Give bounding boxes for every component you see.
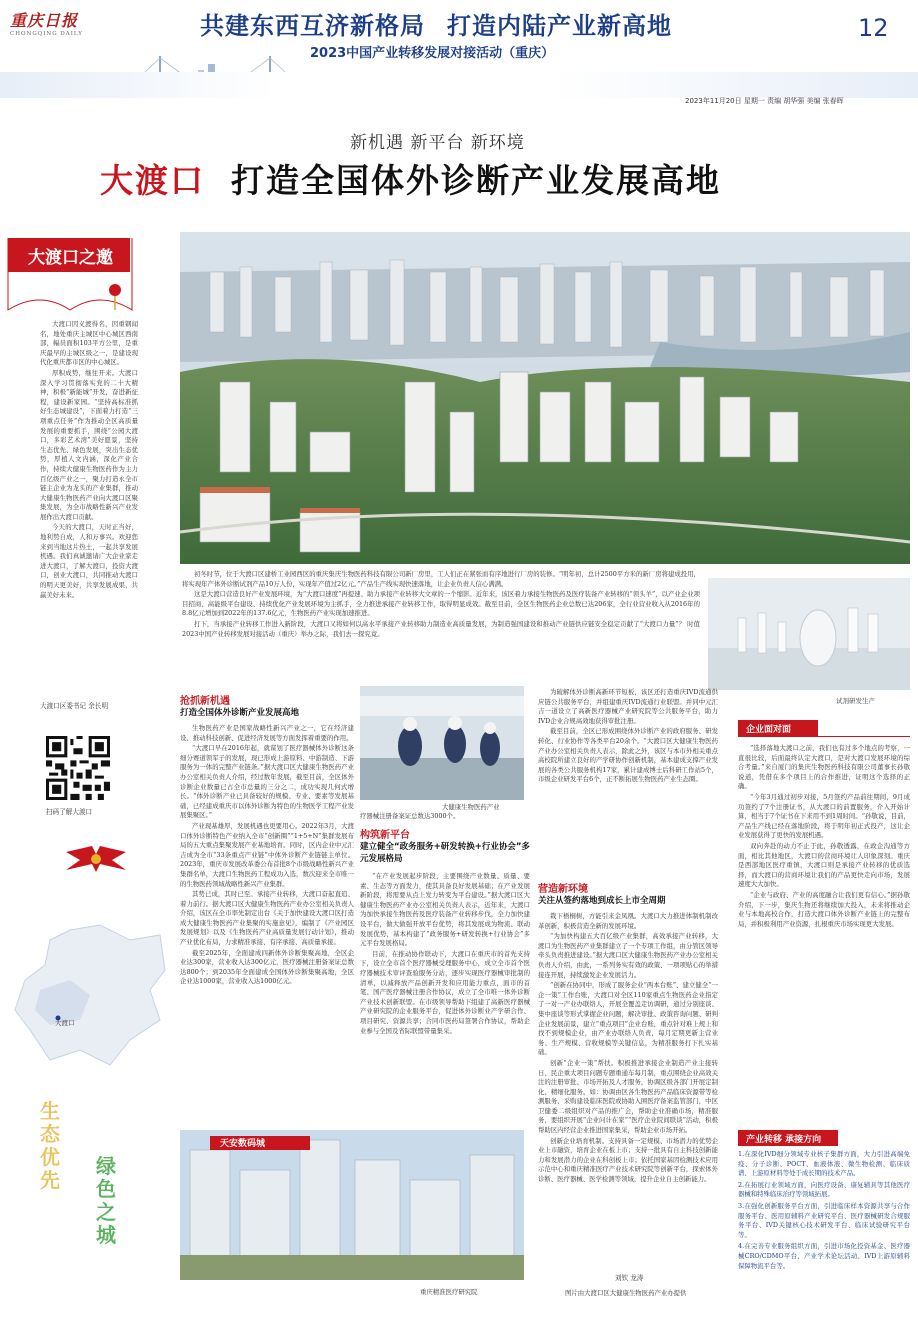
header-band bbox=[0, 72, 918, 98]
section3-paragraph: 栽下梧桐树，方能引来金凤凰。大渡口大力推进体制机制改革创新，积极营造全新的发展环境。 bbox=[538, 912, 718, 930]
page-headline bbox=[200, 6, 760, 41]
qr-caption: 扫码了解大渡口 bbox=[46, 808, 93, 816]
section1-paragraph: 其势已成，其时已至。承接产业转移，大渡口奋起直追、着力前行。据大渡口区大健康生物医药产业办公室相关负责人介绍，该区在全市率先制定出台《关于加快建设大渡口区打造成大健康生物医药产业集聚的实施意见》，编制了《产业园区发展规划》以及《生物医药产业高质量发展行动计划》，推动产业优化布局，力求精准承接、有序承接、高质量承接。 bbox=[180, 890, 354, 947]
column3-paragraph: 为破解体外诊断高新环节短板，该区还打造重庆IVD流通供应链公共服务平台，并组建重庆IVD流通行业联盟。并同中元汇吉一道设立了高新医疗器械产业研究院等公共服务平台，助力IVD企业合规高效地获得审批注册。 bbox=[538, 688, 718, 725]
interview-paragraph: “选择落地大渡口之前，我们也有过多个地点的考察，一直很比较，后面最终认定大渡口，是对大渡口发展环境的综合考量。”来自厦门的集庆生物医药科技有限公司董事长孙敬说道，凭借在多个项目上的合作推进，证明这个选择的正确。 bbox=[738, 744, 910, 791]
slogan-ecology: 生态优先 bbox=[40, 1099, 60, 1192]
headline-part2: 打造内陆产业新高地 bbox=[447, 12, 672, 40]
section1-paragraph: “大渡口早在2016年起，就谋划了医疗器械体外诊断这条细分赛道领军子的发展，现已形成上游原料、中游制造、下游服务为一体的完整产业链条。”据大渡口区大健康生物医药产业办公室相关负责人介绍，经过数年发展，截至目前，全区体外诊断企业数量已占全市总量的三分之二，成功实现几何式增长。“体外诊断产业已具备较好的规模、专业、要素等发展基础，已经建成重庆市以体外诊断为特色的生物医学工程产业发展集聚区。” bbox=[180, 744, 354, 820]
transfer-item: 2.在拓展行业领域方面，向医疗设备、康复辅具等其他医疗器械和特殊临床治疗等领域拓展。 bbox=[738, 1180, 910, 1199]
transfer-item: 3.在强化创新服务平台方面，引进临床样本资源共享与合作服务平台、医用原辅料产业研究平台、医疗器械研发合规服务平台、IVD关键核心技术研发平台、临床试验研究平台等。 bbox=[738, 1201, 910, 1239]
column3-top bbox=[538, 688, 718, 786]
page-number: 12 bbox=[858, 14, 889, 42]
section2-heading: 构筑新平台 bbox=[360, 830, 410, 841]
page-subhead: 2023中国产业转移发展对接活动（重庆） bbox=[310, 46, 555, 61]
masthead-logo bbox=[10, 8, 130, 44]
left-paragraph: 厚积成势，继往开来。大渡口深入学习贯彻落实党的二十大精神，积极“新能城”开发，奋进新征程，建设新家园。“坚持高标准抓好生态城建设”，下面着力打造“三项重点任务”作为推动全区高质量发展的重要抓手，围绕“公园大渡口，多彩艺术湾”美好愿景，坚持生态优先、绿色发展，突出生态优势，厚植人文内涵，深化产业合作，持续大健康生物医药作为主力百亿级产业之一，聚力打造永全市链主企业为龙头的产业集群，推动大健康生物医药产业向大渡口区聚集发展，为全市战略性新兴产业发展作出大渡口贡献。 bbox=[40, 368, 138, 521]
workers-photo-caption: 大健康生物医药产业 bbox=[442, 803, 500, 811]
intro-paragraph: 初冬时节，位于大渡口区建桥工业园西区的重庆集庆生物医药科技有限公司新厂房里，工人们正在紧张而有序地进行厂房的装修。“明年初，总计2500平方米的新厂房将建成投用，将实现年产体外诊断试剂产品10万人份，实现年产值过2亿元。”产品生产线实现快速落地，让企业负责人信心满满。 bbox=[182, 570, 700, 588]
lantern-decoration bbox=[0, 230, 140, 320]
section1-paragraph: 生物医药产业是国家战略性新兴产业之一，它在经济建设、推动科技创新、促进经济发展等方面发挥着重要的作用。 bbox=[180, 724, 354, 742]
interview-box-tag: 企业面对面 bbox=[738, 720, 818, 736]
section3-paragraph: “为加快构建五大百亿级产业集群，高效承接产业转移，大渡口为生物医药产业集群建立了一个专项工作组，由分管区领导牵头负责推进建设。”据大渡口区大健康生物医药产业办公室相关负责人介绍，由此，一系列务实有效的政策、一项项贴心的举措接连开展，持续激发企业发展活力。 bbox=[538, 932, 718, 979]
section1-subheading: 打造全国体外诊断产业发展高地 bbox=[180, 708, 300, 718]
article-title bbox=[100, 155, 721, 202]
title-red: 大渡口 bbox=[100, 161, 205, 200]
section1-tail: 疗器械注册备案证总数达3000个。 bbox=[360, 812, 460, 820]
section1-heading: 抢抓新机遇 bbox=[180, 696, 230, 707]
map-label: 大渡口 bbox=[55, 1019, 75, 1027]
section2-paragraph: “在产业发展起步阶段，主要围绕产业数量、质量、要素、生态等方面发力，使其具备良好发展基础；在产业发展新阶段，将需要从点上发力转变为平台建设。”据大渡口区大健康生物医药产业办公室相关负责人表示，近年来，大渡口为加快承接生物医药及医疗装备产业转移步伐，全力加快建设平台，做大做强开放平台优势，将其发展成为物流、联动发展优势，基本构建了“政务服务+研发转换+行业协会”多元平台发展格局。 bbox=[360, 872, 530, 948]
section3-paragraph: 创新“企业一策”帮扶。积极推进承接企业制造产业主接转日、民企重大项目问题专题重通车每月制，重点围绕企业高效关注的注册审批、市场开拓及人才服务，协调区级各部门开展定制化、精细化服务。如：协调由区各生物医药产品临床资源带等检测服务、采购建设临床医院或协助入围医疗备案监管部门，中区卫健委二级组织对产品的推广会，帮助企业准确市场，精准服务，要组织开展“企业问计在家”“医疗企业院间联谈”活动，积极帮助区内经营企业推进国家集采，帮助企业市场开拓。 bbox=[538, 1058, 718, 1135]
invite-tag: 大渡口之邀 bbox=[8, 238, 130, 272]
headline-part1: 共建东西互济新格局 bbox=[200, 12, 425, 40]
section1-paragraph: 截至2025年，全面建成四新体外诊断集聚高地，全区企业达300家，营业收入达300亿元，医疗器械注册备案证总数达800个；到2035年全面建成全国体外诊断集聚高地，全区企业达1000家，营业收入达1000亿元。 bbox=[180, 948, 354, 986]
left-invite-text bbox=[40, 320, 138, 601]
masthead-name-en: CHONGQING DAILY bbox=[10, 31, 83, 37]
section1-body bbox=[180, 724, 354, 988]
dateline: 2023年11月20日 星期一 责编 胡华强 美编 张春晖 bbox=[685, 97, 844, 105]
city-photo-sign: 天安数码城 bbox=[220, 1139, 266, 1149]
intro-paragraph: 这是大渡口营造良好产业发展环境，为“大渡口速度”再提速、助力承接产业转移大文章的一个缩影。近年来，该区着力承接生物医药及医疗装备产业转移的“领头羊”，以产业企业项目招商、高能级平台建设、持续优化产业发展环境为主抓手，全力推进承接产业转移工作，取得明显成效。截至目前，全区生物医药企业总数已达206家，全行业营业收入从2016年的8.8亿元增加到2022年的137.6亿元，生物医药产业实现加速推进。 bbox=[182, 590, 700, 618]
masthead-name: 重庆日报 bbox=[10, 11, 79, 30]
qr-code[interactable] bbox=[46, 736, 110, 800]
transfer-item: 1.在深化IVD细分领域专业核子集群方面，大力引进高端免疫、分子诊断、POCT、血液体液、微生物检测、临床质谱、上游原材料等处于成长期的技术产品。 bbox=[738, 1150, 910, 1178]
column3-paragraph: 截至目前，全区已形成围绕体外诊断产业的政府服务、研发转化、行业协作等各类平台20余个。“大渡口区大健康生物医药产业办公室相关负责人表示，除此之外，该区与本市外相关重点高校院所建立良好的产学研协作创新机制，基本建成支撑产业发展的各类公共服务机构17家，累计建成博士后科研工作站5个，市级企业研发平台6个，正不断拓展生物医药产业生态圈。 bbox=[538, 727, 718, 784]
section3-paragraph: 创新企业培育机制。支持具备一定规模、市场潜力的优势企业上市融资，培育企业在板上市；支持一批具有自主科技创新能力和发展潜力的企业在科创板上市；依托国家基因检测技术应用示范中心和重庆精准医疗产业技术研究院等创新平台，探索体外诊断、医疗器械、医学检测等领域，提升企业自主创新能力。 bbox=[538, 1136, 718, 1184]
cityscape-photo bbox=[180, 232, 910, 564]
lab-photo bbox=[708, 578, 910, 690]
article-intro bbox=[182, 570, 700, 640]
lab-photo-caption: 试剂研发生产 bbox=[836, 697, 875, 705]
section1-paragraph: 产业现基雄厚，发展机遇也更要用心。2022年3月，大渡口体外诊断特色产业纳入全市“创新圈”“1+5+N”集群发展布局的五大重点集聚发展产业基地培育。同时，区内企业中元汇吉成为全市“33条重点产业链”中体外诊断产业链链主单位。2023年，重庆市发展改革委公布首批8个市级战略性新兴产业集群名单，大渡口生物医药工程成功入选，数次迎来全市唯一的生物医药领域战略性新兴产业集群。 bbox=[180, 821, 354, 888]
article-byline: 刘钦 龙涛 bbox=[615, 1274, 644, 1282]
transfer-box bbox=[738, 1150, 910, 1273]
city-photo-caption: 重庆精准医疗研究院 bbox=[420, 1288, 478, 1296]
section2-body bbox=[360, 872, 530, 1037]
transfer-item: 4.在完善专业服务组织方面，引进市场化投资基金、医疗器械CRO/CDMO平台、产业学术论坛活动、IVD上游原辅料保障物流平台等。 bbox=[738, 1242, 910, 1270]
section3-subheading: 关注从签约落地到成长上市全周期 bbox=[538, 896, 666, 906]
interview-paragraph: “企业与政府、产业的高度融合让我们更有信心。”据孙敬介绍，下一步，集庆生物还将继续加大投入，未来将推动企业与本地高校合作，打造大渡口体外诊断产业链上的完整布局，并积极利用产业资源，扎根重庆市场实现更大发展。 bbox=[738, 890, 910, 928]
section2-subheading: 建立健全“政务服务+研发转换+行业协会”多元发展格局 bbox=[360, 842, 530, 864]
interview-box bbox=[738, 744, 910, 930]
interview-paragraph: 双向奔赴的动力不止于此，孙敬透露，在政企沟通等方面，相比其他地区，大渡口的营商环境让人印象深刻。重庆是西部地区医疗重镇，大渡口则是承接产业转移的优质选择，而大渡口的营商环境让我们的产品更快走向市场，发展速度大大加快。 bbox=[738, 841, 910, 889]
workers-photo bbox=[360, 686, 524, 800]
interview-paragraph: “今年3月通过初步对接，5月签约产品前往期间，9月成功签约了7个注册证书，从大渡口的前置服务，介入开始计算，相当于7个证书在下来用不到1周时间。“孙敬说，目前，产品生产线已经在落地阶段，将于明年初正式投产，这让企业发展获得了更快的发展机遇。 bbox=[738, 792, 910, 840]
section3-heading: 营造新环境 bbox=[538, 884, 588, 895]
article-kicker: 新机遇 新平台 新环境 bbox=[350, 133, 525, 153]
location-map bbox=[10, 920, 170, 1070]
left-signature: 大渡口区委书记 余长明 bbox=[40, 702, 109, 710]
intro-paragraph: 打下，当承接产业转移工作进入新阶段，大渡口又将如何以高水平承接产业转移助力制造业高质量发展，为制造强国建设和推动产业链供应链安全稳定贡献了“大渡口力量”？ 时值2023中国产业转移发展对接活动（重庆）举办之际，我们去一探究竟。 bbox=[182, 619, 700, 638]
slogan-green-city: 绿色之城 bbox=[96, 1154, 116, 1247]
photo-credit: 图片由大渡口区大健康生物医药产业办提供 bbox=[565, 1289, 687, 1297]
left-paragraph: 大渡口因义渡得名，因重钢闻名，地处重庆主城区中心城区西南部，幅员面积103平方公里，是重庆最早的主城区级之一，是建设现代化重庆都市区的中心城区。 bbox=[40, 320, 138, 367]
research-institute-photo bbox=[180, 1130, 524, 1280]
section3-body bbox=[538, 912, 718, 1186]
section3-paragraph: “创新在协同中，形成了服务企业“两本台账”、建立健全“一企一策”工作台账，大渡口对全区110家重点生物医药企业指定了一对一产业办联络人，开展全覆盖走访调研，通过分别座谈、集中座谈等形式掌握企业问题，解决审批、政策咨询问题、研判企业发展前景，建立“重点项目”企业台账，重点针对难上规上和找不到规模企业，由产业办联络人负责，每月定期更新主营业务、生产规模、营收规模等关键信息，为精准服务打下扎实基础。 bbox=[538, 981, 718, 1057]
title-black: 打造全国体外诊断产业发展高地 bbox=[231, 161, 721, 200]
transfer-box-tag: 产业转移 承接方向 bbox=[738, 1130, 838, 1146]
section2-paragraph: 目前，在推动协作联动下，大渡口在重庆市的首先支持下，设立全市首个医疗器械受理服务中心，成立全市首个医疗器械技术审评查验服务分站，逐步实现医疗器械审批制的清单，以减释放产品创新开发和应用能力重点，面市的首笔、国产医疗器械注册合作协议，成立了全市唯一体外诊断产业技术创新联盟。在市级领导帮助下组建了高新医疗器械产业研究院的企业服务平台，促进体外诊断业产学研合作、项目研究、资源共享；合同市医药局签署合作协议，帮助企业参与全国及省际联盟带量集采。 bbox=[360, 949, 530, 1035]
left-paragraph: 今天的大渡口，天时正当好，地利势自成，人和万事兴。欢迎您来到当地这片热土，一起共享发展机遇。我们真诚邀请广大企业家走进大渡口，了解大渡口，投资大渡口，创业大渡口，共同推动大渡口的明天更美好，共享发展成果，共赢美好未来。 bbox=[40, 523, 138, 599]
ribbon-decoration bbox=[62, 840, 130, 880]
interview-box-divider bbox=[738, 736, 910, 737]
